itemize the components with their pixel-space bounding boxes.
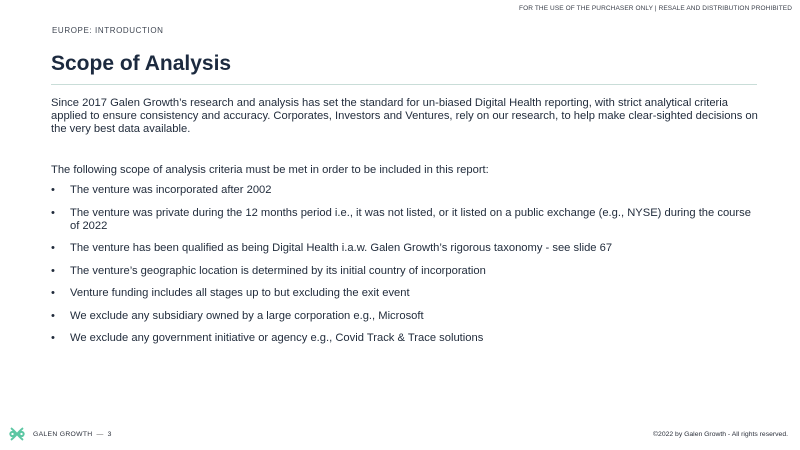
- criteria-item-text: The venture was private during the 12 months period i.e., it was not listed, or it listed on a public exchange (e.g., NYSE) during the course of 2022: [70, 206, 751, 232]
- criteria-item-text: The venture’s geographic location is determined by its initial country of incorporation: [70, 264, 486, 277]
- intro-paragraph: Since 2017 Galen Growth’s research and analysis has set the standard for un-biased Digital Health reporting, with strict analytical criteria applied to ensure consistency and accuracy. Corporates, Investors and Ventures, rely on our research, to help make clear-sighted decisions on the very best data available.: [51, 97, 758, 135]
- criteria-item-text: We exclude any subsidiary owned by a large corporation e.g., Microsoft: [70, 309, 424, 322]
- footer-brand: [33, 431, 112, 438]
- bullet-icon: •: [51, 332, 55, 344]
- criteria-item-text: The venture has been qualified as being Digital Health i.a.w. Galen Growth’s rigorous taxonomy - see slide 67: [70, 242, 613, 254]
- criteria-item-text: Venture funding includes all stages up to but excluding the exit event: [70, 287, 410, 299]
- bullet-icon: •: [51, 309, 55, 322]
- list-item: [51, 265, 757, 278]
- bullet-icon: •: [51, 264, 55, 277]
- list-item: [51, 207, 757, 233]
- list-item: [51, 287, 757, 300]
- footer-brand-name: GALEN GROWTH: [33, 431, 93, 438]
- distribution-notice: FOR THE USE OF THE PURCHASER ONLY | RESALE AND DISTRIBUTION PROHIBITED: [519, 5, 792, 12]
- criteria-item-text: We exclude any government initiative or agency e.g., Covid Track & Trace solutions: [70, 332, 484, 344]
- bullet-icon: •: [51, 206, 55, 219]
- bullet-icon: •: [51, 242, 55, 254]
- criteria-item-text: The venture was incorporated after 2002: [70, 184, 272, 196]
- footer-separator: —: [96, 431, 104, 438]
- page-number: 3: [107, 431, 112, 438]
- bullet-icon: •: [51, 287, 55, 299]
- list-item: [51, 184, 757, 197]
- galen-growth-logo-icon: [8, 425, 26, 443]
- copyright-notice: ©2022 by Galen Growth - All rights reserved.: [653, 431, 788, 438]
- list-item: [51, 332, 757, 345]
- criteria-list: [51, 184, 757, 355]
- list-item: [51, 310, 757, 323]
- title-divider: [51, 84, 757, 85]
- list-item: [51, 242, 757, 255]
- page-title: Scope of Analysis: [51, 52, 232, 75]
- bullet-icon: •: [51, 184, 55, 196]
- section-label: EUROPE: INTRODUCTION: [52, 26, 164, 35]
- criteria-lead-paragraph: The following scope of analysis criteria must be met in order to be included in this report:: [51, 164, 489, 176]
